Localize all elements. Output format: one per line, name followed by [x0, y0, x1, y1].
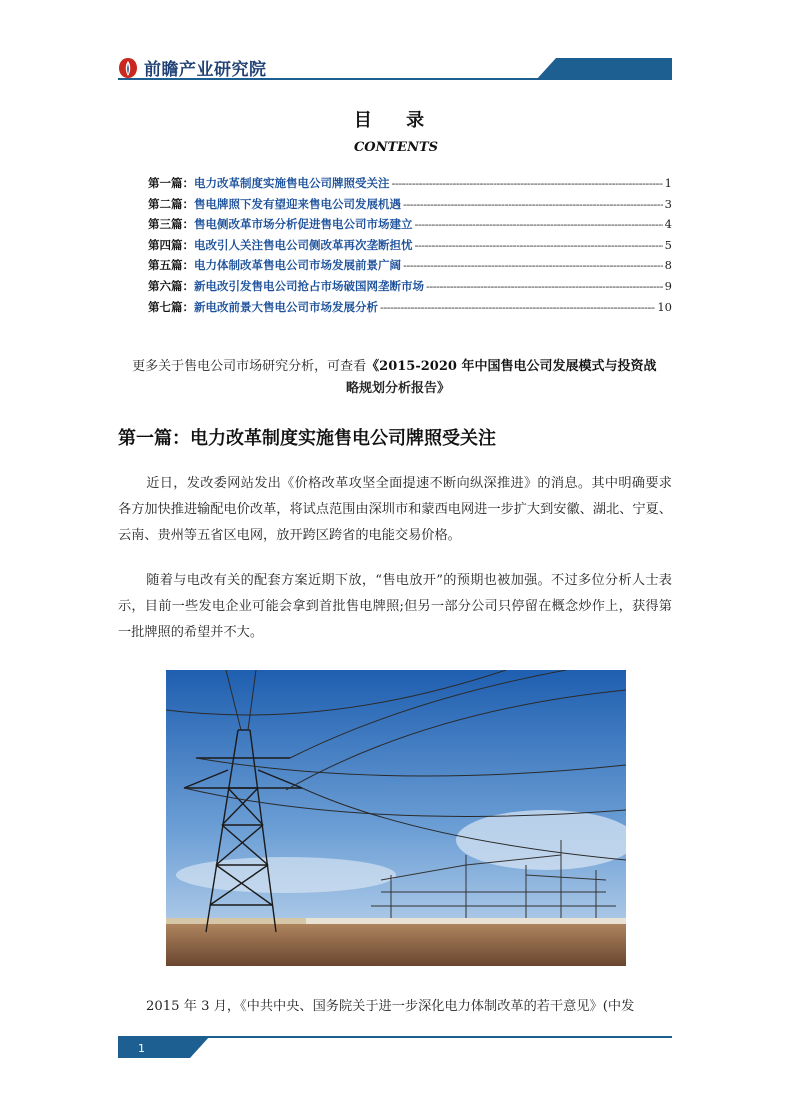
- toc-entry[interactable]: [148, 299, 672, 320]
- toc-leader: [403, 258, 663, 272]
- toc-leader: [380, 300, 655, 314]
- body-paragraph: [118, 994, 672, 1020]
- toc-entry[interactable]: [148, 216, 672, 237]
- toc-leader: [415, 238, 663, 252]
- paragraph-text: 随着与电改有关的配套方案近期下放，“售电放开”的预期也被加强。不过多位分析人士表示，目前一些发电企业可能会拿到首批售电牌照;但另一部分公司只停留在概念炒作上，获得第一批牌照的希望并不大。: [118, 573, 672, 640]
- toc-entry-label: 新电改引发售电公司抢占市场破国网垄断市场: [194, 278, 424, 293]
- toc-entry-label: 售电牌照下发有望迎来售电公司发展机遇: [194, 196, 401, 211]
- related-report-note: [128, 356, 668, 400]
- toc-entry-label: 电力体制改革售电公司市场发展前景广阔: [194, 258, 401, 273]
- related-report-prefix: 更多关于售电公司市场研究分析，可查看: [132, 359, 367, 374]
- paragraph-text: 2015 年 3 月，《中共中央、国务院关于进一步深化电力体制改革的若干意见》(中发: [146, 999, 635, 1014]
- body-paragraph: [118, 471, 672, 549]
- toc-entry-label: 电力改革制度实施售电公司牌照受关注: [194, 176, 390, 190]
- toc-entry-label: 售电侧改革市场分析促进售电公司市场建立: [194, 217, 413, 232]
- toc-list: [148, 175, 672, 319]
- toc-entry-number: 第六篇：: [148, 278, 194, 293]
- toc-entry-page: 9: [664, 278, 672, 293]
- toc-subtitle: CONTENTS: [353, 140, 439, 155]
- toc-entry-page: 3: [664, 196, 672, 211]
- toc-entry-number: 第七篇：: [148, 299, 194, 314]
- page-header: [0, 0, 792, 90]
- paragraph-text: 近日，发改委网站发出《价格改革攻坚全面提速不断向纵深推进》的消息。其中明确要求各方加快推进输配电价改革，将试点范围由深圳市和蒙西电网进一步扩大到安徽、湖北、宁夏、云南、贵州等五省区电网，放开跨区跨省的电能交易价格。: [118, 476, 672, 543]
- toc-leader: [392, 176, 663, 190]
- brand-name: 前瞻产业研究院: [144, 60, 267, 80]
- toc-entry-number: 第一篇：: [148, 176, 194, 190]
- brand-logo: [118, 55, 267, 80]
- toc-leader: [426, 279, 663, 293]
- toc-entry-page: 4: [664, 217, 672, 232]
- body-paragraph: [118, 568, 672, 646]
- section-heading: 第一篇：电力改革制度实施售电公司牌照受关注: [118, 428, 496, 449]
- toc-entry[interactable]: [148, 257, 672, 278]
- toc-entry-page: 10: [657, 299, 672, 314]
- toc-entry-page: 5: [664, 237, 672, 252]
- toc-entry-number: 第三篇：: [148, 217, 194, 232]
- page-number: 1: [138, 1042, 145, 1055]
- toc-entry-number: 第四篇：: [148, 237, 194, 252]
- toc-entry-number: 第五篇：: [148, 258, 194, 273]
- toc-entry[interactable]: [148, 196, 672, 217]
- transmission-tower-illustration: [166, 670, 626, 966]
- toc-entry-page: 8: [664, 258, 672, 273]
- toc-entry-label: 电改引人关注售电公司侧改革再次垄断担忧: [194, 237, 413, 252]
- toc-entry[interactable]: [148, 237, 672, 258]
- toc-entry-page: 1: [664, 176, 672, 190]
- page-footer: [0, 1028, 792, 1068]
- brand-logo-icon: [118, 57, 138, 79]
- power-lines-photo: [166, 670, 626, 966]
- related-report-link-continued[interactable]: 略规划分析报告》: [345, 381, 450, 396]
- toc-leader: [415, 217, 663, 231]
- toc-entry[interactable]: [148, 278, 672, 299]
- toc-leader: [403, 197, 663, 211]
- toc-entry-number: 第二篇：: [148, 196, 194, 211]
- toc-entry[interactable]: [148, 175, 672, 196]
- toc-entry-label: 新电改前景大售电公司市场发展分析: [194, 299, 378, 314]
- related-report-link[interactable]: 《2015-2020 年中国售电公司发展模式与投资战: [366, 359, 657, 374]
- toc-title: 目 录: [353, 110, 439, 131]
